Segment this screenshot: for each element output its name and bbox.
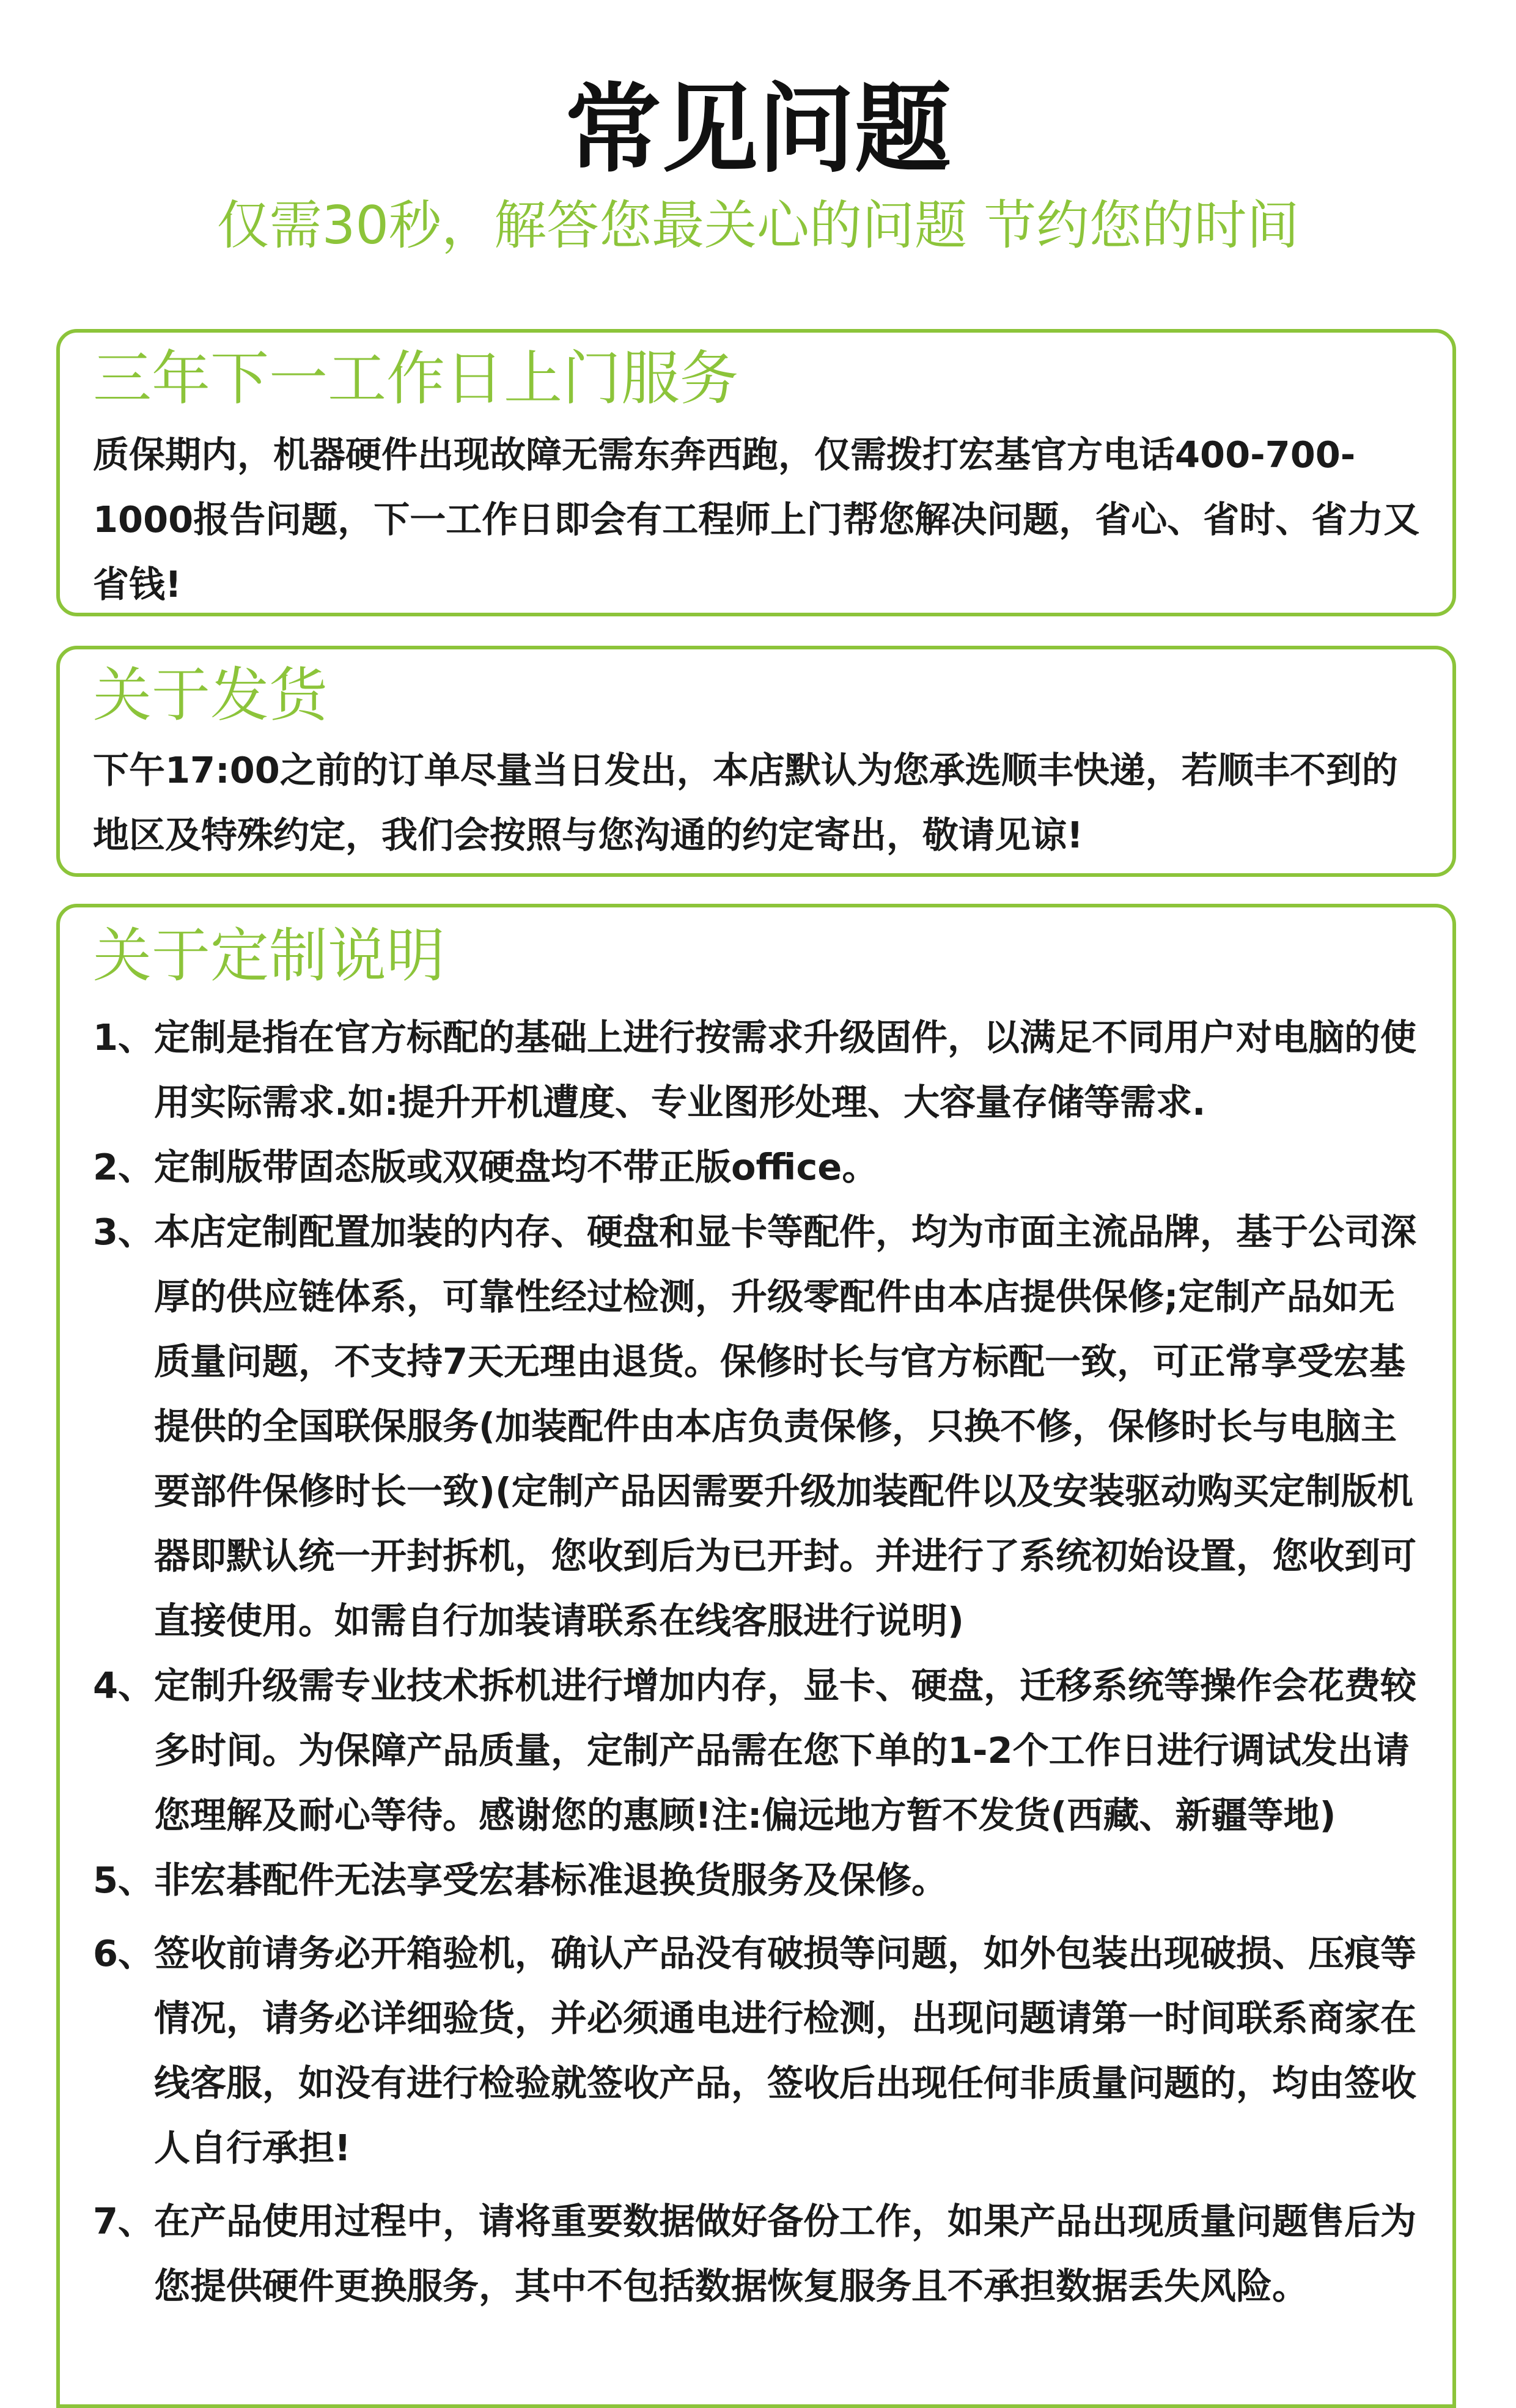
list-item xyxy=(93,1135,1428,1200)
shipping-title: 关于发货 xyxy=(93,661,328,729)
page-title: 常见问题 xyxy=(565,73,951,186)
customization-title: 关于定制说明 xyxy=(93,921,445,990)
list-item-number: 7、 xyxy=(93,2200,155,2242)
list-item-number: 2、 xyxy=(93,1146,155,1188)
list-item-text: 本店定制配置加装的内存、硬盘和显卡等配件，均为市面主流品牌，基于公司深厚的供应链体系，可靠性经过检测，升级零配件由本店提供保修;定制产品如无质量问题，不支持7天无理由退货。保修时长与官方标配一致，可正常享受宏基提供的全国联保服务(加装配件由本店负责保修，只换不修，保修时长与电脑主要部件保修时长一致)(定制产品因需要升级加装配件以及安装驱动购买定制版机器即默认统一开封拆机，您收到后为已开封。并进行了系统初始设置，您收到可直接使用。如需自行加装请联系在线客服进行说明) xyxy=(154,1211,1417,1642)
list-item-text: 定制是指在官方标配的基础上进行按需求升级固件，以满足不同用户对电脑的使用实际需求.如:提升开机遭度、专业图形处理、大容量存储等需求. xyxy=(154,1016,1417,1123)
list-item-number: 6、 xyxy=(93,1932,155,1974)
list-item-text: 在产品使用过程中，请将重要数据做好备份工作，如果产品出现质量问题售后为您提供硬件更换服务，其中不包括数据恢复服务且不承担数据丢失风险。 xyxy=(154,2200,1417,2307)
list-item-text: 签收前请务必开箱验机，确认产品没有破损等问题，如外包装出现破损、压痕等情况，请务必详细验货，并必须通电进行检测，出现问题请第一时间联系商家在线客服，如没有进行检验就签收产品，签收后出现任何非质量问题的，均由签收人自行承担! xyxy=(154,1932,1417,2169)
onsite-service-text: 质保期内，机器硬件出现故障无需东奔西跑，仅需拨打宏基官方电话400-700-1000报告问题，下一工作日即会有工程师上门帮您解决问题，省心、省时、省力又省钱! xyxy=(93,434,1420,605)
list-item-number: 1、 xyxy=(93,1016,155,1058)
list-item-text: 定制版带固态版或双硬盘均不带正版office。 xyxy=(154,1146,878,1188)
list-item xyxy=(93,2189,1428,2319)
customization-card xyxy=(56,904,1456,2408)
list-item xyxy=(93,1921,1428,2181)
shipping-card xyxy=(56,646,1456,877)
page-subtitle: 仅需30秒，解答您最关心的问题 节约您的时间 xyxy=(216,195,1300,256)
list-item xyxy=(93,1653,1428,1848)
onsite-service-title: 三年下一工作日上门服务 xyxy=(93,344,738,413)
list-item xyxy=(93,1005,1428,1135)
list-item-text: 非宏碁配件无法享受宏碁标准退换货服务及保修。 xyxy=(154,1859,948,1901)
list-item-text: 定制升级需专业技术拆机进行增加内存，显卡、硬盘，迁移系统等操作会花费较多时间。为保障产品质量，定制产品需在您下单的1-2个工作日进行调试发出请您理解及耐心等待。感谢您的惠顾!注:偏远地方暂不发货(西藏、新疆等地) xyxy=(154,1664,1417,1836)
customization-list xyxy=(93,1005,1428,2319)
list-item xyxy=(93,1200,1428,1653)
shipping-text: 下午17:00之前的订单尽量当日发出，本店默认为您承选顺丰快递，若顺丰不到的地区及特殊约定，我们会按照与您沟通的约定寄出，敬请见谅! xyxy=(93,749,1398,856)
list-item-number: 3、 xyxy=(93,1211,155,1253)
list-item-number: 5、 xyxy=(93,1859,155,1901)
onsite-service-card xyxy=(56,329,1456,616)
list-item-number: 4、 xyxy=(93,1664,155,1707)
list-item xyxy=(93,1848,1428,1913)
